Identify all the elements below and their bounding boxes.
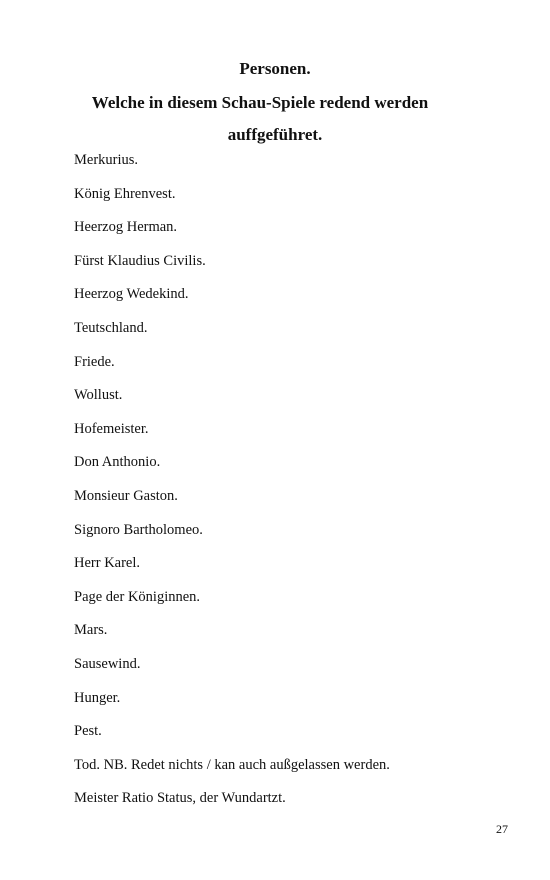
page-number: 27 (496, 822, 508, 836)
character-entry: Teutschland. (74, 319, 148, 336)
heading-title: Personen. (239, 59, 311, 78)
character-entry: Hunger. (74, 689, 121, 706)
character-entry: Herr Karel. (74, 555, 141, 572)
character-entry: Meister Ratio Status, der Wundartzt. (74, 790, 286, 807)
character-entry: Wollust. (74, 387, 123, 404)
character-list (74, 150, 390, 822)
character-entry: Sausewind. (74, 655, 141, 672)
character-entry: Don Anthonio. (74, 454, 161, 471)
character-entry: Heerzog Wedekind. (74, 286, 189, 303)
character-entry: Signoro Bartholomeo. (74, 521, 203, 538)
heading-subtitle-continued: auffgeführet. (227, 125, 323, 144)
character-entry: Fürst Klaudius Civilis. (74, 252, 206, 269)
character-entry: König Ehrenvest. (74, 185, 176, 202)
character-entry: Hofemeister. (74, 420, 149, 437)
character-entry: Mars. (74, 622, 108, 639)
character-entry: Tod. NB. Redet nichts / kan auch außgelassen werden. (74, 756, 390, 773)
character-entry: Pest. (74, 723, 102, 740)
character-entry: Friede. (74, 353, 115, 370)
character-entry: Page der Königinnen. (74, 588, 201, 605)
heading-subtitle: Welche in diesem Schau-Spiele redend werden (91, 93, 429, 112)
character-entry: Heerzog Herman. (74, 219, 178, 236)
character-entry: Merkurius. (74, 152, 139, 168)
character-entry: Monsieur Gaston. (74, 487, 178, 504)
